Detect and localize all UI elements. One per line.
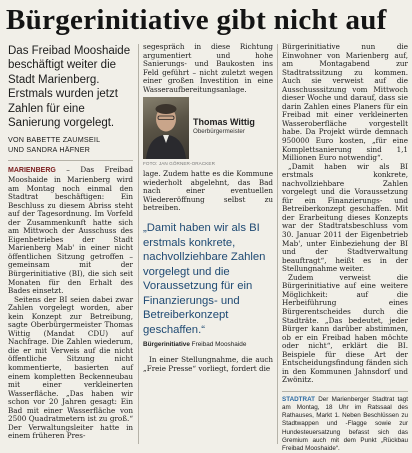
photo-credit: FOTO: JAN GÖRNER-ORACKER xyxy=(143,161,215,167)
article-body xyxy=(143,43,273,94)
column-2 xyxy=(143,43,273,373)
pull-quote: „Damit haben wir als BI erstmals konkrete, nachvollziehbare Zahlen vorgelegt und die Voraussetzung für ein Finanzierungs- und Betreiberkonzept geschaffen.“ xyxy=(143,222,266,336)
article-body xyxy=(282,43,408,385)
divider xyxy=(8,160,133,161)
paragraph: Bürgerinitiative nun die Einwohner von Marienberg auf, am Montagabend zur Stadtratssitzung zu kommen. Auch sie verweist auf die Ausschusssitzung vom Mittwoch dieser Woche und darauf, dass sie darin Zahlen eines Planers für ein Freibad mit einer verkleinerten Wasseroberfläche vorgestellt habe. Da Projekt würde demnach 950000 Euro kosten, „für eine Komplettsanierung sind 1,1 Millionen Euro notwendig“. xyxy=(282,42,408,163)
byline xyxy=(8,135,133,154)
info-box xyxy=(282,391,408,453)
portrait-photo xyxy=(143,97,189,159)
article-body xyxy=(143,170,273,213)
portrait-role: Oberbürgermeister xyxy=(193,128,245,136)
article-body xyxy=(8,166,133,441)
person-silhouette-icon xyxy=(143,97,189,159)
column-rule xyxy=(277,44,278,444)
info-box-kicker: STADTRAT xyxy=(282,395,315,403)
paragraph: segespräch in diese Richtung argumentiert und hohe Sanierungs- und Baukosten ins Feld geführt – nicht zuletzt wegen einer großen Investition in eine Wasseraufbereitungsanlage. xyxy=(143,42,273,94)
dateline: MARIENBERG xyxy=(8,167,56,175)
paragraph xyxy=(8,166,133,295)
paragraph: „Damit haben wir als BI erstmals konkrete, nachvollziehbare Zahlen vorgelegt und die Voraussetzung für ein Finanzierungs- und Betreiberkonzept geschaffen. Mit der Erarbeitung dieses Konzepts war der Stadtratsbeschluss vom 30. Januar 2011 der Eigenbetrieb Mab', unter Einbeziehung der BI und der Stadtverwaltung beauftragt“, heißt es in der Stellungnahme weiter. xyxy=(282,161,408,274)
portrait-caption xyxy=(193,97,255,159)
portrait-name: Thomas Wittig xyxy=(193,117,255,128)
paragraph: Seitens der BI seien dabei zwar Zahlen vorgelegt worden, aber kein Konzept zur Betreibung, sagte Oberbürgermeister Thomas Wittig (Mandat CDU) auf Nachfrage. Die Zahlen wiederum, die er mit Verweis auf die nicht öffentliche Sitzung nicht kommentierte, basierten auf einem kompletten Beckenneubau mit einer verkleinerten Wasserfläche. „Das haben wir schon vor 20 Jahren gesagt: Ein Bad mit einer Wasserfläche von 2500 Quadratmetern ist zu groß.“ Der Verwaltungsleiter hatte in einem früheren Pres- xyxy=(8,294,133,441)
pull-quote-source xyxy=(143,341,273,348)
byline-line: UND SANDRA HÄFNER xyxy=(8,144,91,154)
info-box-text: Der Marienberger Stadtrat tagt am Montag, 18 Uhr im Ratssaal des Rathauses, Markt 1. Neben Beschlüssen zu Stadtwappen und -Flagge sowie zur Hundesteuersatzung befasst sich das Gremium auch mit dem Punkt „Rückbau Freibad Mooshaide“. xyxy=(282,395,408,453)
article-lead: Das Freibad Mooshaide beschäftigt weiter die Stadt Marienberg. Erstmals wurden jetzt Zahlen für eine Sanierung vorgelegt. xyxy=(8,45,131,130)
paragraph-text: – Das Freibad Mooshaide in Marienberg wird am Montag noch einmal den Stadtrat beschäftigen: Ein Beschluss zu diesem Abriss steht auf der Tagesordnung. Im Vorfeld der Zusammenkunft hatte sich am Mittwoch der Ausschuss des Eigenbetriebes der Stadt Marienberg Mab' in einer nicht öffentlichen Sitzung getroffen – gemeinsam mit der Bürgerinitiative (BI), die sich seit Monaten für den Erhalt des Bades einsetzt. xyxy=(8,165,133,296)
article-body xyxy=(143,356,273,373)
quote-source-rest: Freibad Mooshaide xyxy=(189,341,247,349)
byline-line: VON BABETTE ZAUMSEIL xyxy=(8,135,101,145)
paragraph: In einer Stellungnahme, die auch „Freie Presse“ vorliegt, fordert die xyxy=(143,355,273,373)
column-rule xyxy=(138,44,139,444)
article-headline: Bürgerinitiative gibt nicht auf xyxy=(6,4,387,36)
column-1 xyxy=(8,43,133,441)
paragraph: Zudem verweist die Bürgerinitiative auf eine weitere Möglichkeit: auf die Herbeiführung eines Bürgerentscheides durch die Stadträte. „Das bedeutet, jeder Bürger kann darüber abstimmen, ob er ein Freibad haben möchte oder nicht“, erklärt die BI. Beispiele für diese Art der Entscheidungsfindung fänden sich in den Kommunen Jahnsdorf und Zwönitz. xyxy=(282,272,408,385)
paragraph: lage. Zudem hatte es die Kommune wiederholt abgelehnt, das Bad nach einer eventuellen Wiedereröffnung selbst zu betreiben. xyxy=(143,169,273,213)
column-3 xyxy=(282,43,408,453)
portrait-block xyxy=(143,97,273,159)
quote-source-name: Bürgerinitiative xyxy=(143,341,190,349)
